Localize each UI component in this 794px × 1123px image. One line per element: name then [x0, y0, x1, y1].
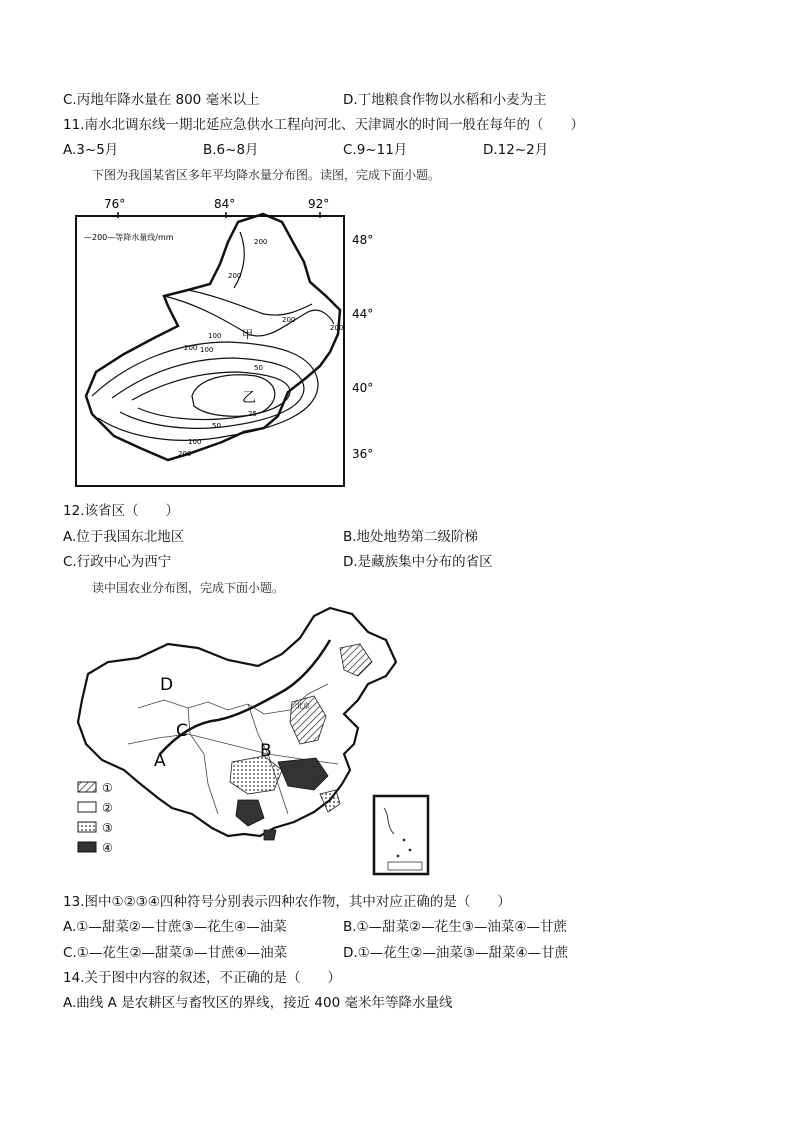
region-label-c: C: [176, 721, 188, 741]
q12-option-c: C.行政中心为西宁: [63, 554, 172, 570]
lat-label: 44°: [352, 307, 374, 321]
q13-stem: 13.图中①②③④四种符号分别表示四种农作物，其中对应正确的是（ ）: [63, 894, 511, 910]
q11-option-a: A.3~5月: [63, 142, 119, 158]
legend-symbol-2: ②: [102, 801, 113, 815]
q11-option-b: B.6~8月: [203, 142, 259, 158]
map1-legend: —200—等降水量线/mm: [84, 233, 174, 242]
q12-option-d: D.是藏族集中分布的省区: [343, 554, 493, 570]
isohyet-label: 200: [184, 344, 198, 352]
precipitation-map: [68, 192, 408, 492]
isohyet-label: 200: [178, 450, 192, 458]
legend-symbol-3: ③: [102, 821, 113, 835]
isohyet-label: 200: [282, 316, 296, 324]
q14-stem: 14.关于图中内容的叙述，不正确的是（ ）: [63, 970, 341, 986]
place-label-jia: 甲: [242, 328, 253, 341]
lat-label: 36°: [352, 447, 374, 461]
q10-option-d: D.丁地粮食作物以水稻和小麦为主: [343, 92, 547, 108]
lat-label: 40°: [352, 381, 374, 395]
lat-label: 48°: [352, 233, 374, 247]
q11-stem: 11.南水北调东线一期北延应急供水工程向河北、天津调水的时间一般在每年的（ ）: [63, 117, 584, 133]
q14-option-a: A.曲线 A 是农耕区与畜牧区的界线，接近 400 毫米年等降水量线: [63, 995, 453, 1011]
q12-option-a: A.位于我国东北地区: [63, 529, 185, 545]
q11-option-c: C.9~11月: [343, 142, 408, 158]
q13-option-b: B.①—甜菜②—花生③—油菜④—甘蔗: [343, 919, 567, 935]
legend-symbol-4: ④: [102, 841, 113, 855]
isohyet-label: 100: [200, 346, 214, 354]
city-label: 北京: [296, 702, 310, 710]
curve-label-a: A: [154, 751, 166, 771]
map2-intro: 读中国农业分布图，完成下面小题。: [92, 581, 285, 595]
region-label-b: B: [260, 741, 272, 761]
place-label-yi: 乙: [242, 390, 256, 406]
q11-option-d: D.12~2月: [483, 142, 549, 158]
region-label-d: D: [160, 675, 174, 695]
q12-stem: 12.该省区（ ）: [63, 503, 179, 519]
legend-symbol-1: ①: [102, 781, 113, 795]
isohyet-label: 50: [254, 364, 263, 372]
isohyet-label: 100: [188, 438, 202, 446]
isohyet-label: 200: [330, 324, 344, 332]
q12-option-b: B.地处地势第二级阶梯: [343, 529, 479, 545]
isohyet-label: 25: [248, 410, 257, 418]
lon-label: 92°: [308, 197, 330, 211]
isohyet-label: 200: [228, 272, 242, 280]
lon-label: 84°: [214, 197, 236, 211]
isohyet-label: 200: [254, 238, 268, 246]
map1-intro: 下图为我国某省区多年平均降水量分布图。读图，完成下面小题。: [92, 168, 441, 182]
q13-option-a: A.①—甜菜②—甘蔗③—花生④—油菜: [63, 919, 287, 935]
isohyet-label: 100: [208, 332, 222, 340]
q13-option-c: C.①—花生②—甜菜③—甘蔗④—油菜: [63, 945, 288, 961]
agriculture-map: [68, 604, 440, 880]
q13-option-d: D.①—花生②—油菜③—甜菜④—甘蔗: [343, 945, 569, 961]
q10-option-c: C.丙地年降水量在 800 毫米以上: [63, 92, 260, 108]
isohyet-label: 50: [212, 422, 221, 430]
lon-label: 76°: [104, 197, 126, 211]
